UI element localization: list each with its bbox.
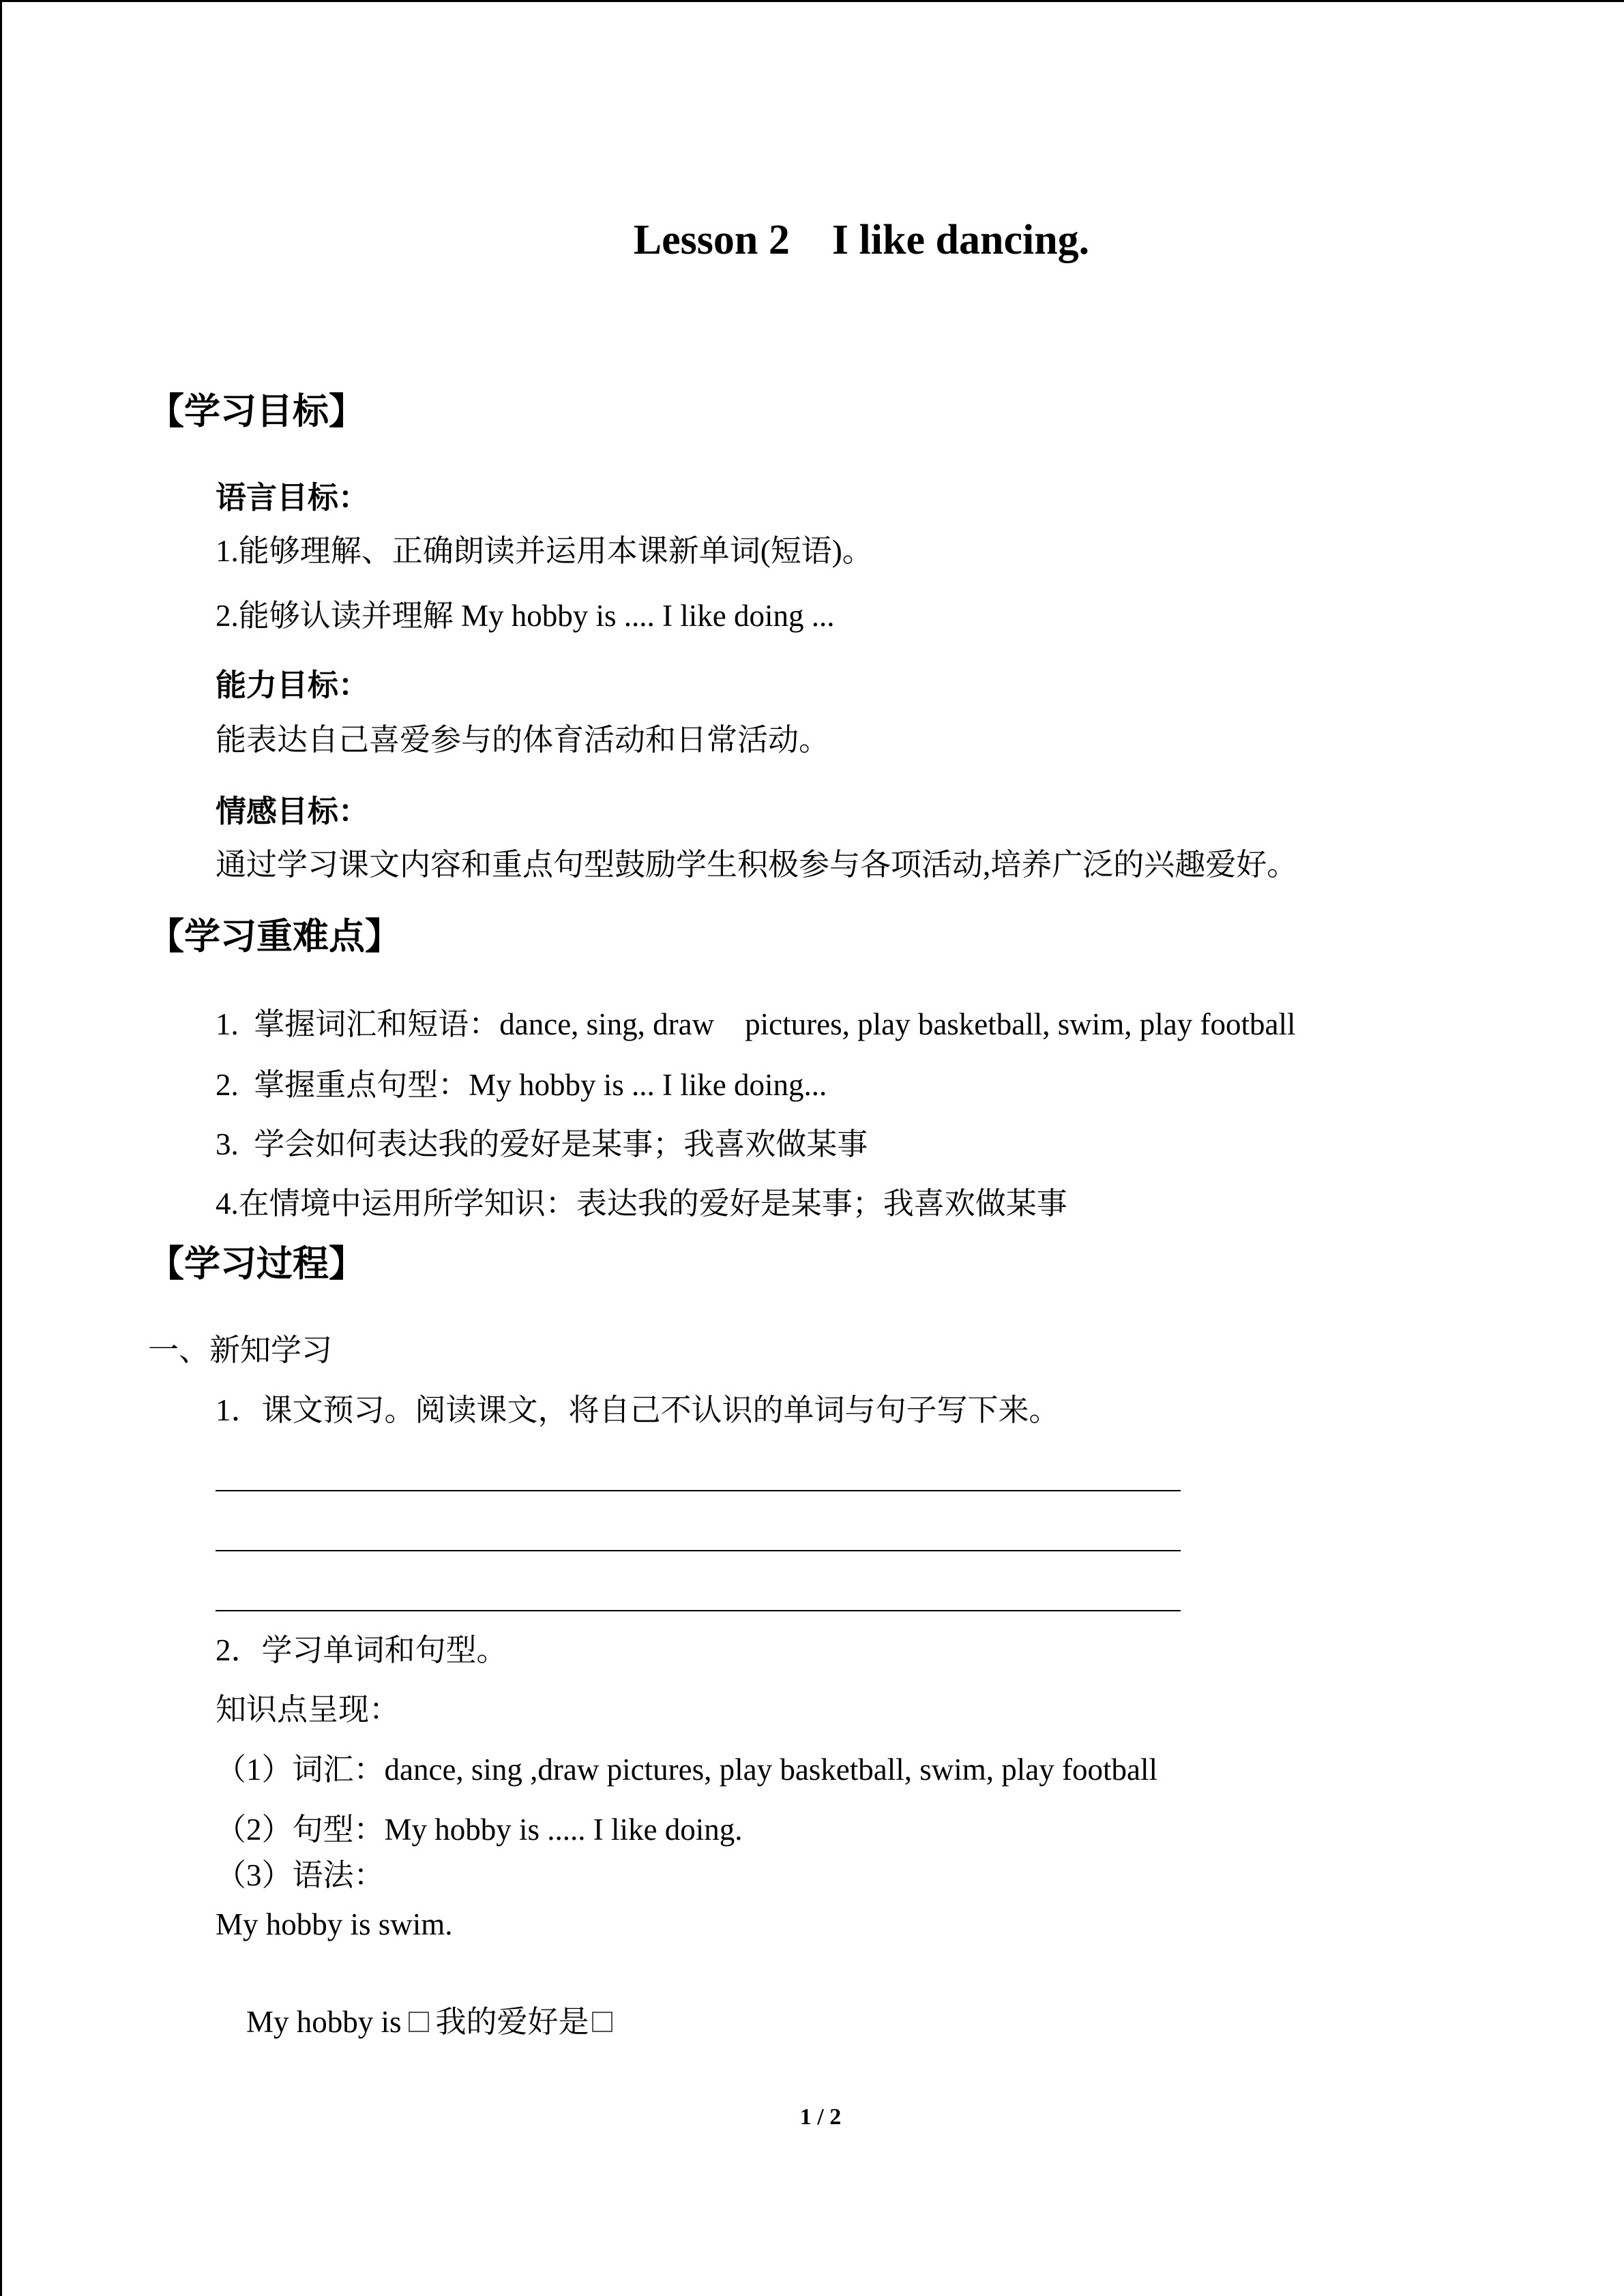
example-2-english: My hobby is (246, 2005, 402, 2039)
blank-box-icon (592, 2012, 612, 2032)
vocab-item: （1）词汇：dance, sing ,draw pictures, play basketball, swim, play football (216, 1753, 1157, 1787)
ability-goal-label: 能力目标： (216, 668, 370, 702)
language-goal-label: 语言目标： (216, 481, 370, 515)
blank-box-icon (409, 2012, 429, 2032)
section-heading-process: 【学习过程】 (148, 1244, 365, 1284)
part-1-heading: 一、新知学习 (148, 1333, 333, 1367)
answer-line-3 (216, 1610, 1181, 1611)
key-point-2: 2. 掌握重点句型：My hobby is ... I like doing... (216, 1068, 827, 1102)
answer-line-1 (216, 1490, 1181, 1491)
section-heading-key-points: 【学习重难点】 (148, 917, 401, 957)
grammar-label: （3）语法： (216, 1858, 385, 1892)
key-point-1: 1. 掌握词汇和短语：dance, sing, draw pictures, play basketball, swim, play football (216, 1007, 1296, 1041)
emotion-goal-1: 通过学习课文内容和重点句型鼓励学生积极参与各项活动,培养广泛的兴趣爱好。 (216, 848, 1298, 882)
page-number: 1 / 2 (799, 2104, 842, 2130)
pattern-item: （2）句型：My hobby is ..... I like doing. (216, 1813, 743, 1847)
language-goal-1: 1.能够理解、正确朗读并运用本课新单词(短语)。 (216, 534, 873, 568)
key-point-3: 3. 学会如何表达我的爱好是某事；我喜欢做某事 (216, 1127, 868, 1161)
answer-line-2 (216, 1550, 1181, 1551)
example-2-chinese: 我的爱好是 (435, 2005, 589, 2039)
example-sentence-2 (216, 1976, 619, 2068)
knowledge-label: 知识点呈现： (216, 1693, 400, 1727)
key-point-4: 4.在情境中运用所学知识：表达我的爱好是某事；我喜欢做某事 (216, 1187, 1067, 1221)
example-sentence-1: My hobby is swim. (216, 1907, 453, 1941)
step-1-text: 1．课文预习。阅读课文，将自己不认识的单词与句子写下来。 (216, 1393, 1060, 1427)
ability-goal-1: 能表达自己喜爱参与的体育活动和日常活动。 (216, 723, 830, 757)
emotion-goal-label: 情感目标： (216, 794, 370, 829)
page-title: Lesson 2 I like dancing. (633, 217, 1090, 263)
step-2-text: 2．学习单词和句型。 (216, 1633, 507, 1667)
language-goal-2: 2.能够认读并理解 My hobby is .... I like doing ... (216, 599, 835, 633)
section-heading-goals: 【学习目标】 (148, 392, 365, 432)
